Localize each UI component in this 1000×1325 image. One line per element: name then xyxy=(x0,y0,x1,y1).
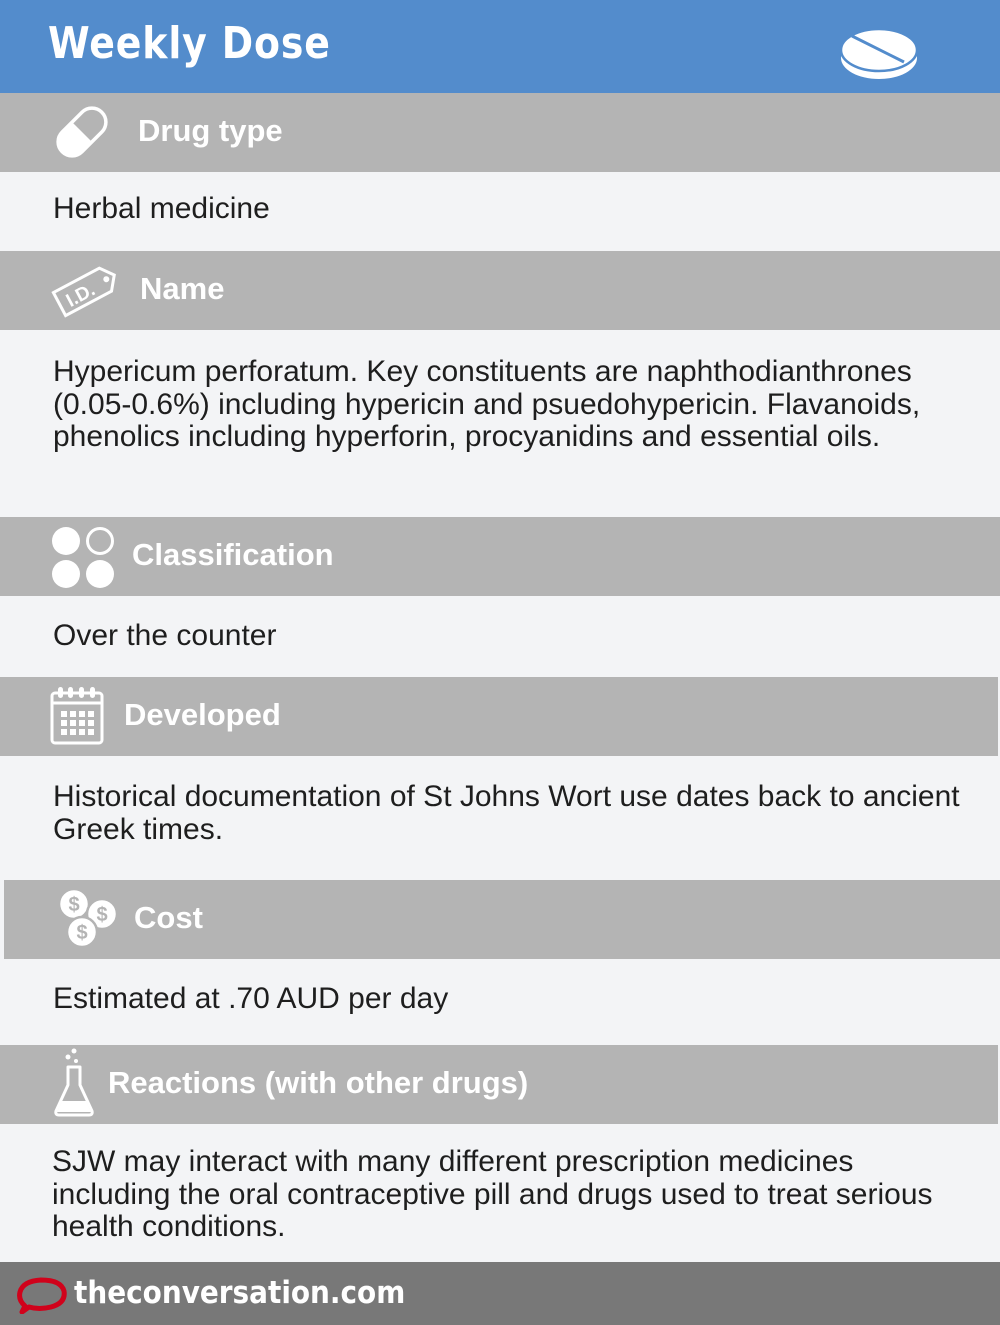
section-header-classification xyxy=(0,517,1000,596)
section-header-cost xyxy=(4,880,1000,959)
page-title: Weekly Dose xyxy=(48,18,331,69)
section-title: Reactions (with other drugs) xyxy=(108,1065,529,1100)
section-header-name xyxy=(0,251,1000,330)
svg-text:$: $ xyxy=(96,904,108,926)
flask-icon xyxy=(52,1047,96,1119)
page-header xyxy=(0,0,1000,93)
section-title: Classification xyxy=(132,537,334,572)
section-header-drug-type xyxy=(0,93,1000,172)
speech-bubble-logo-icon xyxy=(17,1276,67,1314)
section-body-cost: Estimated at .70 AUD per day xyxy=(53,982,449,1015)
capsule-icon xyxy=(50,101,114,163)
tablet-icon xyxy=(838,20,920,82)
section-title: Cost xyxy=(134,900,203,935)
svg-text:$: $ xyxy=(68,894,80,916)
section-body-drug-type: Herbal medicine xyxy=(53,192,270,225)
section-body-reactions: SJW may interact with many different prescription medicines including the oral contraceptive pill and drugs used to treat serious health conditions. xyxy=(52,1145,933,1243)
section-title: Developed xyxy=(124,697,281,732)
footer-site-link[interactable]: theconversation.com xyxy=(74,1275,406,1311)
section-title: Name xyxy=(140,271,225,306)
svg-text:I.D.: I.D. xyxy=(62,279,99,312)
section-title: Drug type xyxy=(138,113,283,148)
calendar-icon xyxy=(50,685,104,745)
id-tag-icon xyxy=(48,259,124,321)
dots-icon xyxy=(50,525,116,589)
svg-text:$: $ xyxy=(76,922,88,944)
section-body-developed: Historical documentation of St Johns Wort use dates back to ancient Greek times. xyxy=(53,780,960,846)
section-body-classification: Over the counter xyxy=(53,619,277,652)
footer xyxy=(0,1262,1000,1325)
section-body-name: Hypericum perforatum. Key constituents are naphthodianthrones (0.05-0.6%) including hypericin and psuedohypericin. Flavanoids, phenolics including hyperforin, procyanidins and essential oils. xyxy=(53,355,921,453)
coins-icon xyxy=(56,886,124,950)
section-header-developed xyxy=(0,677,998,756)
section-header-reactions xyxy=(0,1045,998,1124)
